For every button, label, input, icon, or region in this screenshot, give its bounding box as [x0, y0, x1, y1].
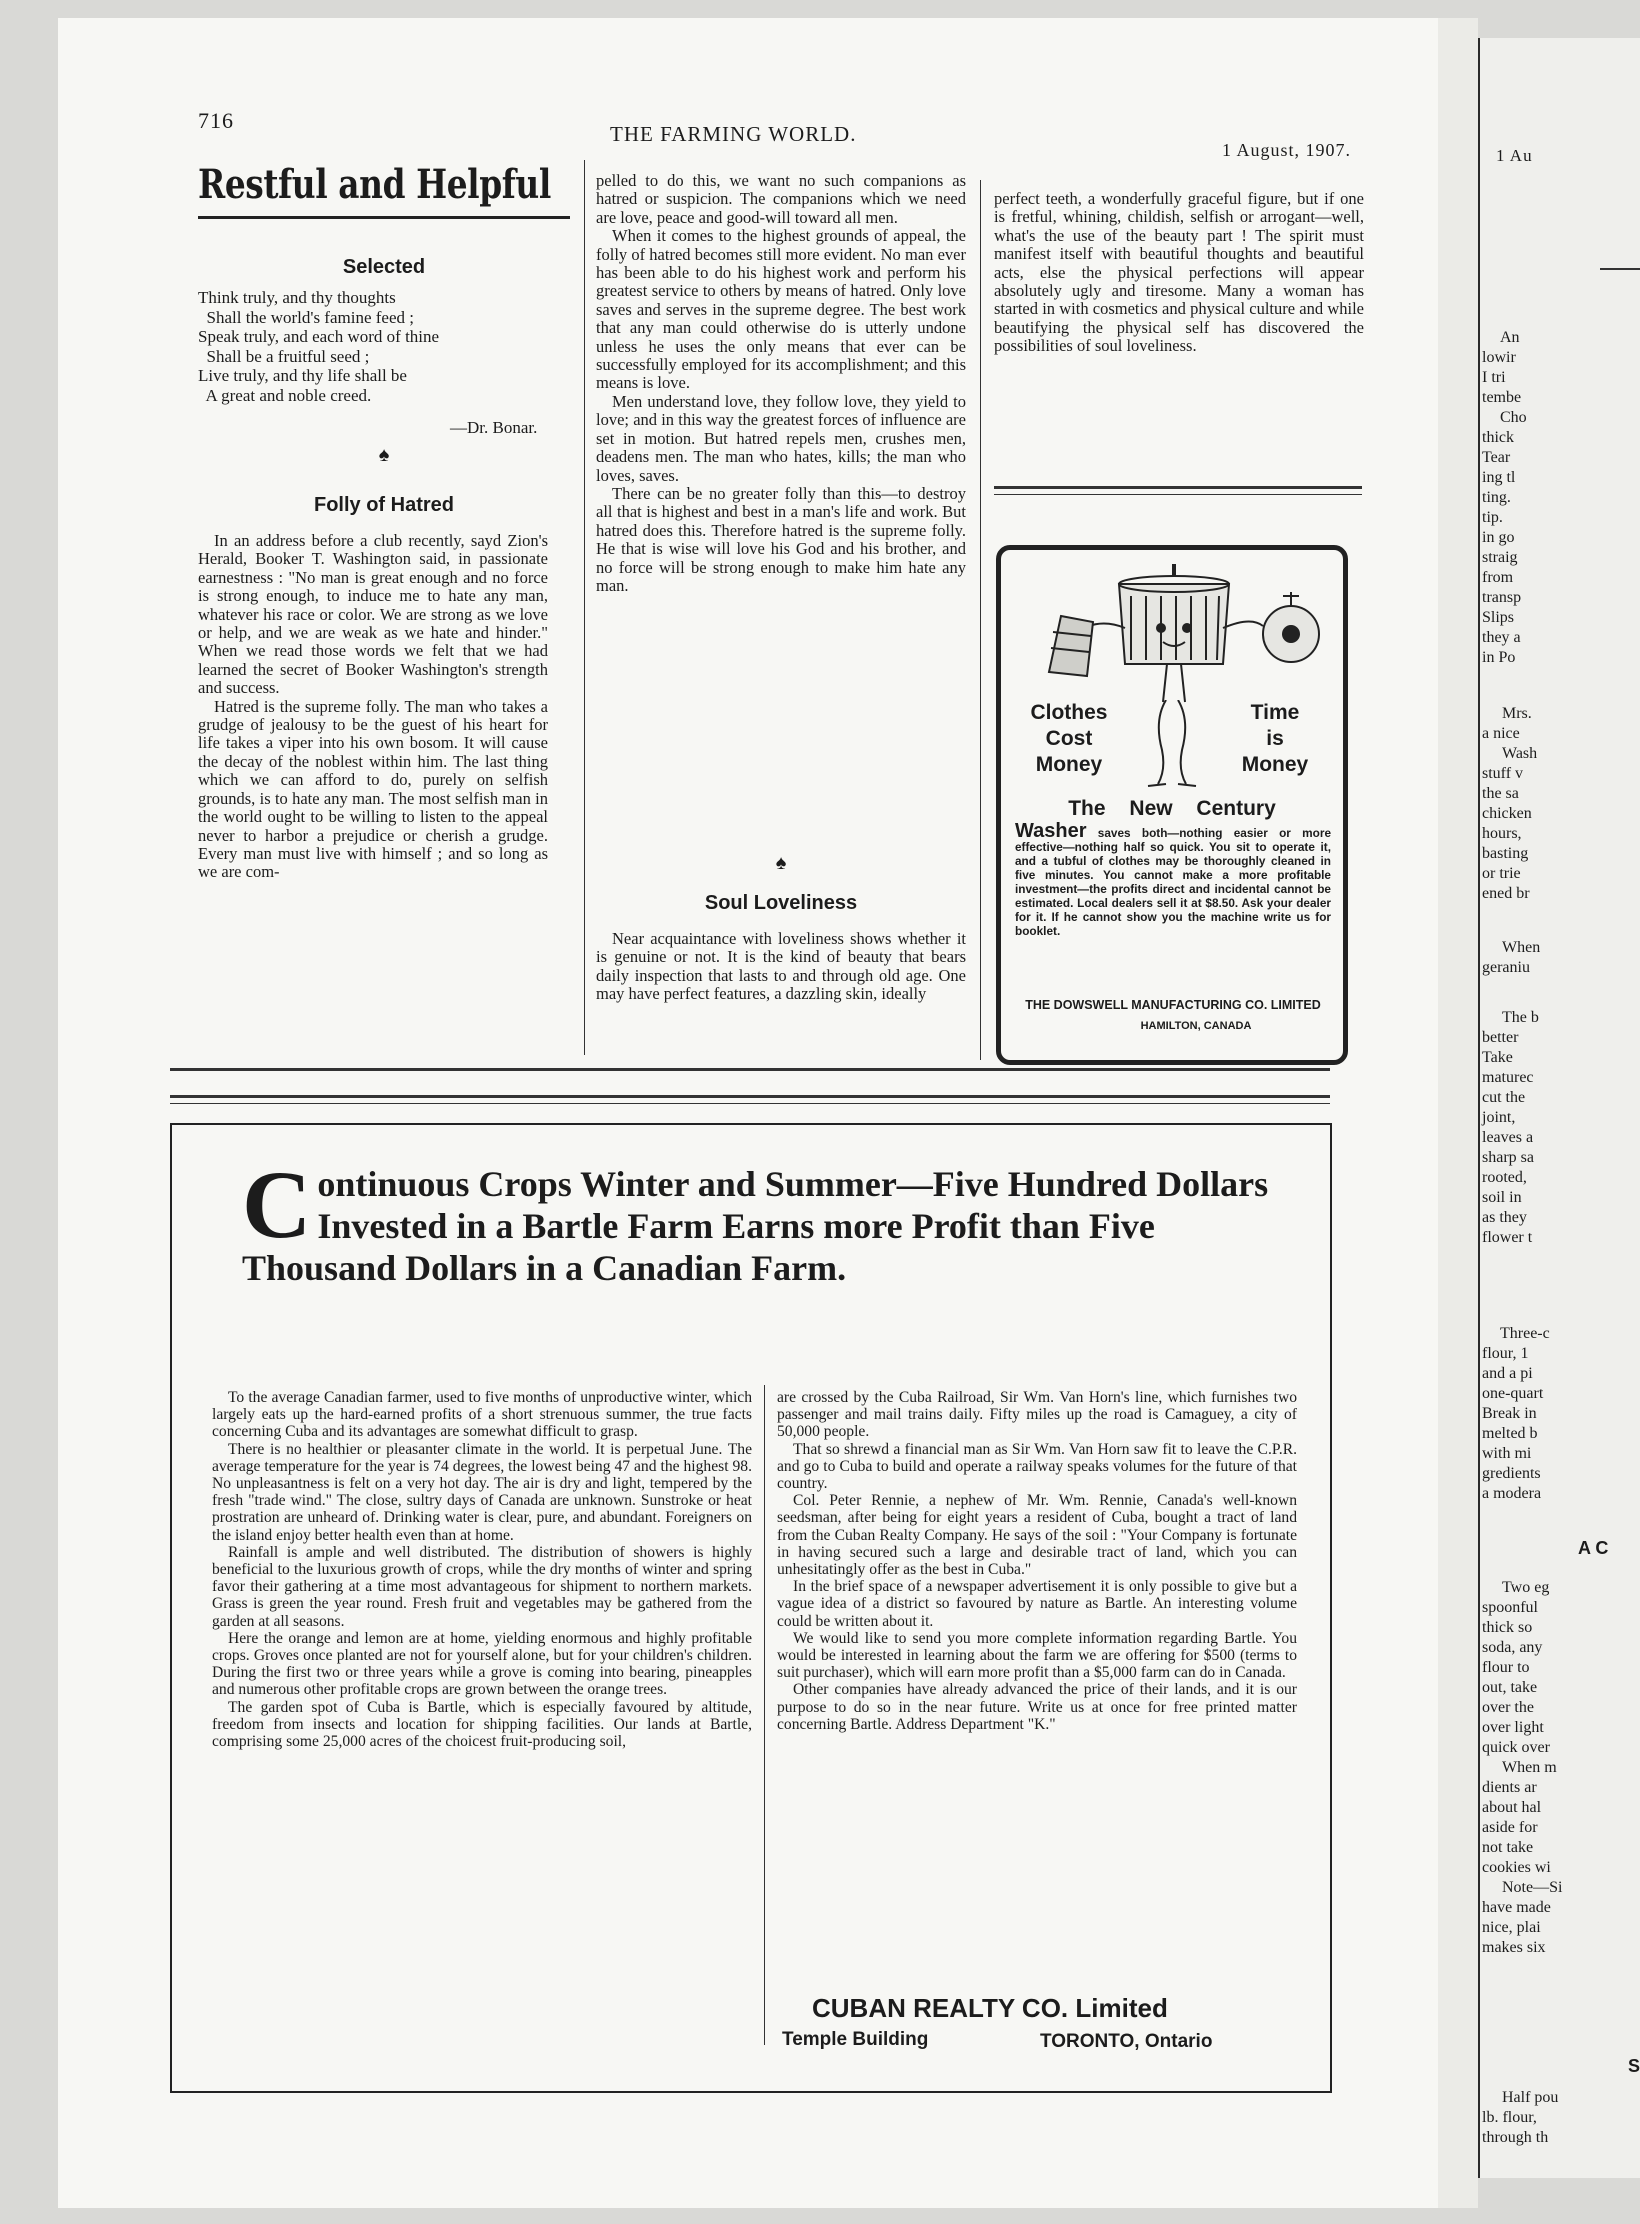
poem-line: Shall the world's famine feed ; — [198, 307, 414, 327]
facing-page-header: 1 Au — [1496, 146, 1533, 165]
section-rule — [994, 494, 1362, 495]
paragraph: We would like to send you more complete information regarding Bartle. You would be interested in learning about the farm we are offering for $500 (terms to suit purchaser), which will earn more profit than a $5,000 farm can do in Canada. — [777, 1629, 1297, 1682]
article-title-soul: Soul Loveliness — [704, 892, 858, 914]
section-rule — [170, 1095, 1330, 1098]
ad-body-right — [777, 1389, 1297, 1733]
poem — [198, 288, 578, 405]
poem-line: Speak truly, and each word of thine — [198, 327, 440, 346]
paragraph: Hatred is the supreme folly. The man who takes a grudge of jealousy to be the guest of his heart for life takes a viper into his own bosom. It will cause the decay of the noblest within him. The last thing which we can afford to do, purely on selfish grounds, is to hate any man. The most selfish man in the world ought to be willing to listen to the appeal never to harbor a prejudice or cherish a grudge. Every man must live with himself ; and so long as we are com- — [198, 696, 548, 882]
headline-text: ontinuous Crops Winter and Summer—Five Hundred Dollars Invested in a Bartle Farm Earns more Profit than Five Thousand Dollars in a Canadian Farm. — [242, 1164, 1269, 1288]
washer-advertisement — [996, 545, 1348, 1065]
drop-cap: C — [242, 1151, 312, 1258]
paragraph: There can be no greater folly than this—to destroy all that is highest and best in a man's life and work. But hatred does this. Therefore hatred is the supreme folly. He that is wise will love his God and his brother, and no force will be strong enough to make him hate any man. — [596, 483, 966, 595]
poem-line: A great and noble creed. — [198, 385, 372, 405]
section-rule — [170, 1068, 1330, 1071]
spade-ornament-icon: ♠ — [378, 444, 390, 466]
paragraph: The garden spot of Cuba is Bartle, which is especially favoured by altitude, freedom from insects and location for shipping facilities. Our lands at Bartle, comprising some 25,000 acres of the choicest fruit-producing soil, — [212, 1698, 752, 1751]
section-rule — [170, 1103, 1330, 1104]
cuban-realty-advertisement — [170, 1123, 1332, 2093]
paragraph: To the average Canadian farmer, used to five months of unproductive winter, which largely eats up the hard-earned profits of a short strenuous summer, the true facts concerning Cuba and its advantages are somewhat difficult to grasp. — [212, 1389, 752, 1441]
washer-copy — [1015, 820, 1332, 938]
washer-lead: saves both—nothing easier or more effective—nothing half so quick. You sit to operate it, and a tubful of clothes may be thoroughly cleaned in five minutes. You cannot make a more profitable investment—the profits direct and incidental cannot be estimated. Local dealers sell it at $8.50. Ask your dealer for it. If he cannot show you the machine write us for booklet. — [1015, 826, 1332, 938]
advertiser-name: CUBAN REALTY CO. Limited — [812, 1993, 1168, 2023]
paragraph: Col. Peter Rennie, a nephew of Mr. Wm. Rennie, Canada's well-known seedsman, after being for eight years a resident of Cuba, bought a tract of land from the Cuban Realty Company. He says of the soil : "Your Company is fortunate in having secured such a large and desirable tract of land, which you can unhesitatingly offer as the best in Cuba." — [777, 1492, 1297, 1579]
paragraph: Other companies have already advanced the price of their lands, and it is our purpose to do so in the near future. Write us at once for free printed matter concerning Bartle. Address Department "K." — [777, 1681, 1297, 1733]
facing-text-block: An lowir I tri tembe Cho thick Tear ing tl ting. tip. in go straig from transp Slips they a in Po — [1482, 329, 1527, 666]
paragraph: Here the orange and lemon are at home, yielding enormous and highly profitable crops. Groves once planted are not for yourself alone, but for your children's children. During the first two or three years while a grove is coming into bearing, pineapples and numerous other profitable crops are grown between the orange trees. — [212, 1629, 752, 1699]
paragraph: are crossed by the Cuba Railroad, Sir Wm. Van Horn's line, which furnishes two passenger and mail trains daily. Fifty miles up the road is Camaguey, a city of 50,000 people. — [777, 1389, 1297, 1441]
paragraph: Rainfall is ample and well distributed. The distribution of showers is highly beneficial to the luxurious growth of crops, while the dry months of winter and spring favor their gathering at a time most advantageous for shipment to northern markets. Grass is green the year round. Fresh fruit and vegetables may be gathered from the garden at all seasons. — [212, 1543, 752, 1630]
column-rule — [584, 160, 585, 1055]
issue-date: 1 August, 1907. — [1222, 140, 1352, 160]
facing-text-block: Two eg spoonful thick so soda, any flour to out, take over the over light quick over When m dients ar about hal aside for not take cookies wi Note—Si have made nice, plai makes six — [1482, 1579, 1563, 1956]
column-rule — [980, 180, 981, 1060]
poem-line: Think truly, and thy thoughts — [198, 288, 396, 307]
section-title: Restful and Helpful — [198, 161, 551, 208]
section-rule — [994, 486, 1362, 489]
ad-headline — [242, 1151, 1282, 1289]
paragraph: Near acquaintance with loveliness shows whether it is genuine or not. It is the kind of beauty that bears daily inspection that lasts to and through old age. One may have perfect features, a dazzling skin, ideally — [596, 929, 966, 1004]
slogan-left: Clothes Cost Money — [1030, 701, 1108, 776]
facing-page-fragment — [1478, 38, 1640, 2178]
mascot-legs-illustration — [1132, 700, 1212, 790]
article-body-soul-cont — [994, 190, 1364, 356]
manufacturer-city: HAMILTON, CANADA — [1140, 1020, 1252, 1032]
article-title-hatred: Folly of Hatred — [313, 494, 454, 516]
product-name: The New Century — [1068, 797, 1276, 820]
manufacturer-name: THE DOWSWELL MANUFACTURING CO. LIMITED — [1025, 998, 1321, 1012]
page-number: 716 — [198, 108, 234, 133]
poem-line: Live truly, and thy life shall be — [198, 366, 407, 385]
paragraph: In an address before a club recently, sayd Zion's Herald, Booker T. Washington said, in passionate earnestness : "No man is great enough and no force is strong enough, to induce me to hate any man, whatever his race or color. We are strong as we love or help, and we are weak as we hate and hinder." When we read those words we felt that we had learned the secret of Booker Washington's strength and success. — [198, 531, 548, 698]
washer-word: Washer — [1015, 820, 1087, 842]
poem-line: Shall be a fruitful seed ; — [198, 346, 370, 366]
advertiser-building: Temple Building — [782, 2029, 929, 2050]
paragraph: When it comes to the highest grounds of appeal, the folly of hatred becomes still more evident. No man ever has been able to do his highest work and perform his greatest service to others by means of hatred. Only love saves and serves in the supreme degree. The best work that any man could otherwise do is utterly undone unless he uses the only means that ever can be successfully employed for its accomplishment; and this means is love. — [596, 226, 966, 393]
article-body-soul — [596, 930, 966, 1004]
slogan-right: Time is Money — [1241, 701, 1309, 776]
advertiser-city: TORONTO, Ontario — [1040, 2031, 1213, 2052]
paragraph: That so shrewd a financial man as Sir Wm. Van Horn saw fit to leave the C.P.R. and go to Cuba to build and operate a railway speaks volumes for the future of that country. — [777, 1440, 1297, 1493]
facing-text-block: Three-c flour, 1 and a pi one-quart Break in melted b with mi gredients a modera — [1482, 1325, 1550, 1502]
washing-machine-illustration — [1001, 556, 1343, 706]
facing-subhead: S — [1628, 2056, 1640, 2076]
paragraph: Men understand love, they follow love, they yield to love; and in this way the greatest forces of influence are set in motion. But hatred repels men, crushes men, deadens men. The man who hates, kills; the man who loves, saves. — [596, 391, 966, 485]
facing-subhead: A C — [1578, 1538, 1609, 1558]
facing-text-block: The b better Take maturec cut the joint, leaves a sharp sa rooted, soil in as they flower t — [1482, 1009, 1539, 1246]
paragraph: pelled to do this, we want no such companions as hatred or suspicion. The companions which we need are love, peace and good-will toward all men. — [596, 171, 966, 227]
paragraph: In the brief space of a newspaper advertisement it is only possible to give but a vague idea of a district so favoured by nature as Bartle. An interesting volume could be written about it. — [777, 1578, 1297, 1630]
poem-title: Selected — [342, 256, 426, 278]
article-body-hatred-cont — [596, 172, 966, 595]
article-body-hatred — [198, 532, 548, 882]
facing-rule — [1600, 268, 1640, 270]
title-underline — [198, 216, 570, 219]
paragraph: perfect teeth, a wonderfully graceful figure, but if one is fretful, whining, childish, selfish or arrogant—well, what's the use of the beauty part ! The spirit must manifest itself with beautiful thoughts and beautiful acts, else the physical perfections will appear absolutely ugly and tiresome. Many a woman has started in with cosmetics and physical culture and while beautifying the physical self has discovered the possibilities of soul loveliness. — [994, 189, 1364, 356]
facing-text-block: Half pou lb. flour, through th — [1482, 2089, 1559, 2146]
column-rule — [764, 1385, 765, 2045]
poem-author: —Dr. Bonar. — [450, 418, 538, 437]
facing-text-block: Mrs. a nice Wash stuff v the sa chicken hours, basting or trie ened br — [1482, 705, 1538, 902]
ad-body-left — [212, 1389, 752, 1750]
paragraph: There is no healthier or pleasanter climate in the world. It is perpetual June. The average temperature for the year is 74 degrees, the lowest being 47 and the highest 98. No unpleasantness is felt on a very hot day. The air is dry and light, tempered by the fresh "trade wind." The close, sultry days of Canada are unknown. Sunstroke or heat prostration are unheard of. Drinking water is clear, pure, and abundant. Foreigners on the island enjoy better health even than at home. — [212, 1440, 752, 1544]
publication-title: THE FARMING WORLD. — [610, 122, 857, 146]
facing-text-block: When geraniu — [1482, 939, 1541, 976]
spade-ornament-icon: ♠ — [775, 852, 787, 874]
page-gutter — [1438, 18, 1478, 2208]
